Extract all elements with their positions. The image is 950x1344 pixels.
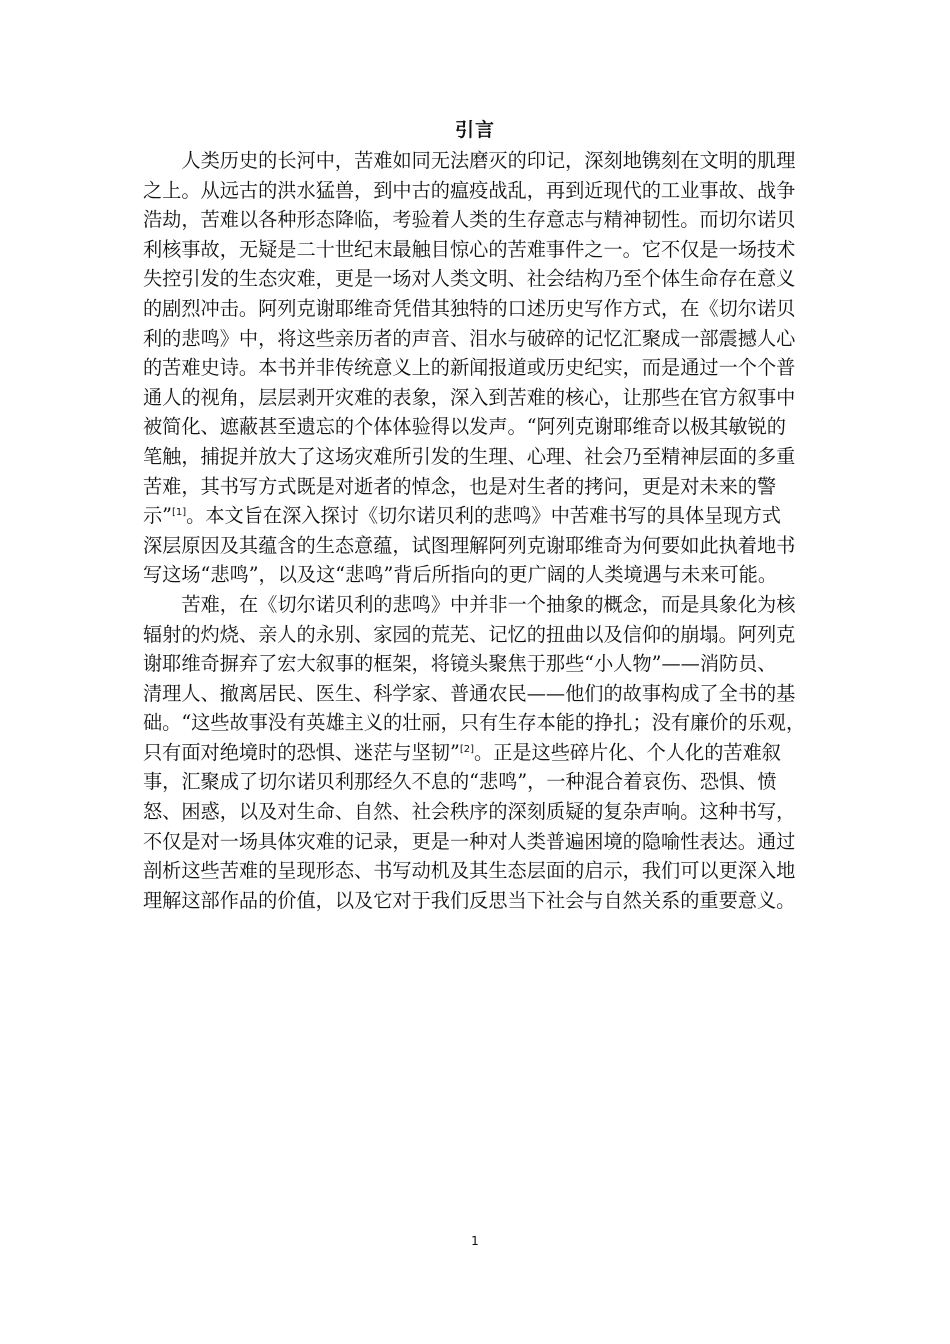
text-line: 失控引发的生态灾难，更是一场对人类文明、社会结构乃至个体生命存在意义 xyxy=(143,267,796,291)
text-line: 谢耶维奇摒弃了宏大叙事的框架，将镜头聚焦于那些“小人物”——消防员、 xyxy=(143,652,777,676)
text-line: 的剧烈冲击。阿列克谢耶维奇凭借其独特的口述历史写作方式，在《切尔诺贝 xyxy=(143,296,796,320)
text-line: 之上。从远古的洪水猛兽，到中古的瘟疫战乱，再到近现代的工业事故、战争 xyxy=(143,178,796,202)
paragraph-2 xyxy=(143,590,807,916)
citation-ref-2: [2] xyxy=(459,743,474,755)
text-line: 的苦难史诗。本书并非传统意义上的新闻报道或历史纪实，而是通过一个个普 xyxy=(143,356,796,380)
body-text xyxy=(143,146,807,915)
text-line: 苦难，其书写方式既是对逝者的悼念，也是对生者的拷问，更是对未来的警 xyxy=(143,474,777,498)
text-line: 通人的视角，层层剥开灾难的表象，深入到苦难的核心，让那些在官方叙事中 xyxy=(143,385,796,409)
text-line: 础。“这些故事没有英雄主义的壮丽，只有生存本能的挣扎；没有廉价的乐观， xyxy=(143,711,806,735)
text-line: 被简化、遮蔽甚至遗忘的个体体验得以发声。“阿列克谢耶维奇以极其敏锐的 xyxy=(143,415,786,439)
text-line: 怒、困惑，以及对生命、自然、社会秩序的深刻质疑的复杂声响。这种书写， xyxy=(143,800,796,824)
citation-context: 示” xyxy=(143,504,172,528)
text-line: 深层原因及其蕴含的生态意蕴，试图理解阿列克谢耶维奇为何要如此执着地书 xyxy=(143,533,796,557)
text-line: 清理人、撤离居民、医生、科学家、普通农民——他们的故事构成了全书的基 xyxy=(143,681,796,705)
text-line: 事，汇聚成了切尔诺贝利那经久不息的“悲鸣”，一种混合着哀伤、恐惧、愤 xyxy=(143,770,777,794)
text-line-with-citation xyxy=(143,738,807,768)
text-line: 剖析这些苦难的呈现形态、书写动机及其生态层面的启示，我们可以更深入地 xyxy=(143,859,796,883)
text-line: 利核事故，无疑是二十世纪末最触目惊心的苦难事件之一。它不仅是一场技术 xyxy=(143,237,796,261)
paragraph-1 xyxy=(143,146,807,590)
section-title: 引言 xyxy=(454,119,495,141)
text-line-with-citation xyxy=(143,501,807,531)
text-line: 苦难，在《切尔诺贝利的悲鸣》中并非一个抽象的概念，而是具象化为核 xyxy=(181,592,796,616)
citation-continuation: 。本文旨在深入探讨《切尔诺贝利的悲鸣》中苦难书写的具体呈现方式 xyxy=(186,504,781,528)
text-line: 利的悲鸣》中，将这些亲历者的声音、泪水与破碎的记忆汇聚成一部震撼人心 xyxy=(143,326,796,350)
citation-ref-1: [1] xyxy=(172,507,187,519)
citation-continuation: 。正是这些碎片化、个人化的苦难叙 xyxy=(473,740,781,764)
text-line: 笔触，捕捉并放大了这场灾难所引发的生理、心理、社会乃至精神层面的多重 xyxy=(143,444,796,468)
text-line: 辐射的灼烧、亲人的永别、家园的荒芜、记忆的扭曲以及信仰的崩塌。阿列克 xyxy=(143,622,796,646)
citation-context: 只有面对绝境时的恐惧、迷茫与坚韧” xyxy=(143,740,460,764)
text-line: 写这场“悲鸣”，以及这“悲鸣”背后所指向的更广阔的人类境遇与未来可能。 xyxy=(143,563,778,587)
text-line: 浩劫，苦难以各种形态降临，考验着人类的生存意志与精神韧性。而切尔诺贝 xyxy=(143,208,796,232)
text-line: 人类历史的长河中，苦难如同无法磨灭的印记，深刻地镌刻在文明的肌理 xyxy=(181,149,796,172)
text-line: 不仅是对一场具体灾难的记录，更是一种对人类普遍困境的隐喻性表达。通过 xyxy=(143,829,796,853)
text-line: 理解这部作品的价值，以及它对于我们反思当下社会与自然关系的重要意义。 xyxy=(143,888,796,912)
page-number: 1 xyxy=(471,1234,479,1248)
